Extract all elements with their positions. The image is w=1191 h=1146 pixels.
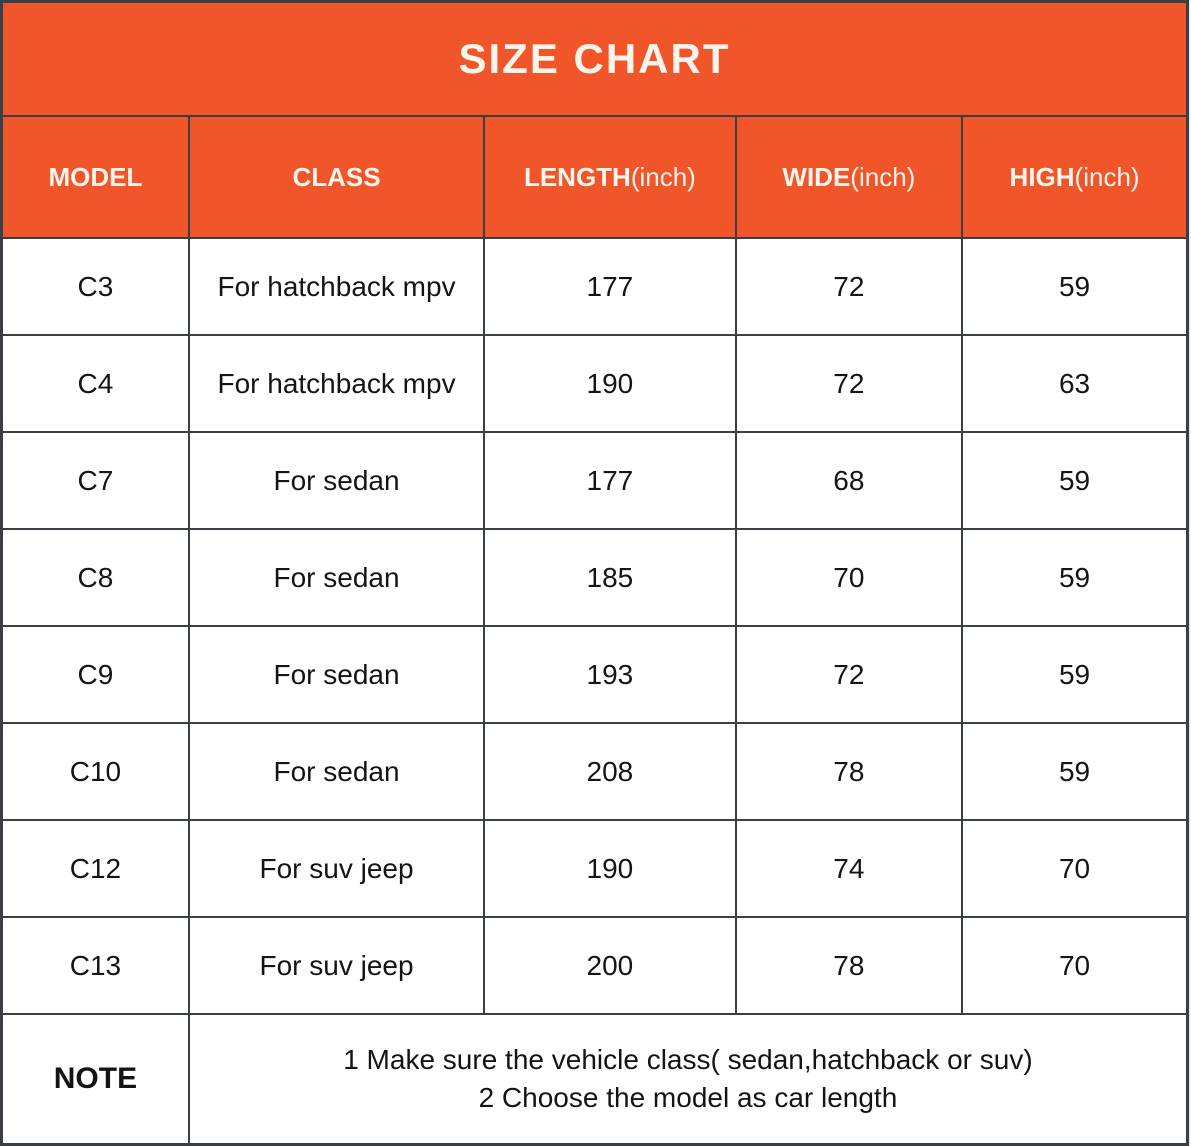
- cell-length: 177: [484, 238, 735, 335]
- table-row: [2, 626, 1188, 723]
- table-row: [2, 723, 1188, 820]
- column-header-high-label: HIGH: [1009, 161, 1075, 192]
- table-row: [2, 917, 1188, 1014]
- cell-high: 59: [962, 432, 1187, 529]
- cell-class: For sedan: [189, 723, 484, 820]
- cell-class: For suv jeep: [189, 917, 484, 1014]
- note-line-1: 1 Make sure the vehicle class( sedan,hatchback or suv): [343, 1044, 1033, 1076]
- cell-model: C9: [2, 626, 189, 723]
- cell-wide: 72: [736, 626, 963, 723]
- cell-length: 177: [484, 432, 735, 529]
- column-header-length-label: LENGTH: [523, 161, 631, 192]
- cell-class: For hatchback mpv: [189, 238, 484, 335]
- column-header-model: [2, 116, 189, 238]
- column-header-length: [484, 116, 735, 238]
- column-header-class-label: CLASS: [292, 161, 381, 192]
- cell-length: 185: [484, 529, 735, 626]
- cell-wide: 78: [736, 917, 963, 1014]
- cell-wide: 68: [736, 432, 963, 529]
- cell-high: 59: [962, 238, 1187, 335]
- note-label: NOTE: [2, 1014, 189, 1145]
- cell-class: For sedan: [189, 529, 484, 626]
- cell-wide: 70: [736, 529, 963, 626]
- cell-wide: 72: [736, 238, 963, 335]
- cell-class: For suv jeep: [189, 820, 484, 917]
- column-header-row: [2, 116, 1188, 238]
- cell-high: 59: [962, 626, 1187, 723]
- table-row: [2, 335, 1188, 432]
- table-row: [2, 238, 1188, 335]
- cell-model: C7: [2, 432, 189, 529]
- column-header-wide: [736, 116, 963, 238]
- cell-wide: 78: [736, 723, 963, 820]
- cell-length: 193: [484, 626, 735, 723]
- cell-model: C10: [2, 723, 189, 820]
- column-header-wide-unit: (inch): [850, 161, 916, 192]
- cell-class: For hatchback mpv: [189, 335, 484, 432]
- column-header-high-unit: (inch): [1074, 161, 1140, 192]
- cell-high: 63: [962, 335, 1187, 432]
- column-header-model-label: MODEL: [48, 161, 143, 192]
- note-line-2: 2 Choose the model as car length: [478, 1082, 898, 1113]
- cell-length: 200: [484, 917, 735, 1014]
- column-header-class: [189, 116, 484, 238]
- note-text: [189, 1014, 1188, 1145]
- column-header-high: [962, 116, 1187, 238]
- cell-model: C4: [2, 335, 189, 432]
- column-header-wide-label: WIDE: [782, 161, 851, 192]
- cell-class: For sedan: [189, 432, 484, 529]
- cell-high: 70: [962, 917, 1187, 1014]
- cell-wide: 72: [736, 335, 963, 432]
- title-row: [2, 2, 1188, 117]
- table-row: [2, 820, 1188, 917]
- cell-high: 59: [962, 723, 1187, 820]
- cell-model: C13: [2, 917, 189, 1014]
- cell-high: 70: [962, 820, 1187, 917]
- cell-model: C8: [2, 529, 189, 626]
- cell-high: 59: [962, 529, 1187, 626]
- cell-wide: 74: [736, 820, 963, 917]
- cell-class: For sedan: [189, 626, 484, 723]
- cell-model: C3: [2, 238, 189, 335]
- cell-length: 190: [484, 335, 735, 432]
- note-row: [2, 1014, 1188, 1145]
- cell-length: 208: [484, 723, 735, 820]
- cell-model: C12: [2, 820, 189, 917]
- table-row: [2, 432, 1188, 529]
- table-row: [2, 529, 1188, 626]
- cell-length: 190: [484, 820, 735, 917]
- column-header-length-unit: (inch): [630, 161, 696, 192]
- chart-title: SIZE CHART: [2, 2, 1188, 117]
